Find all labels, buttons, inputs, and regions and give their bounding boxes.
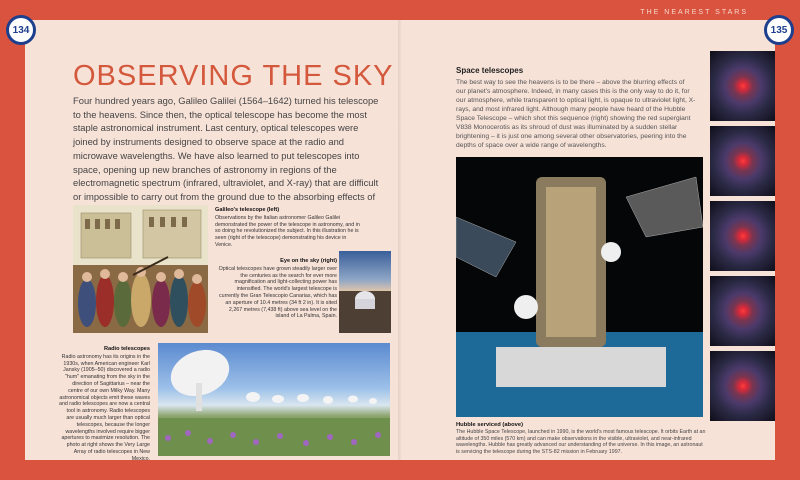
hubble-caption-heading: Hubble serviced (above) <box>456 422 524 428</box>
v838-monocerotis-image-2 <box>710 126 775 196</box>
observatory-photo <box>339 251 391 333</box>
v838-monocerotis-image-1 <box>710 51 775 121</box>
page-number-right: 135 <box>764 15 794 45</box>
hubble-servicing-photo <box>456 157 703 417</box>
observatory-dome-graphic <box>339 251 391 333</box>
hubble-caption-text: The Hubble Space Telescope, launched in 1990, is the world's most famous telescope. It orbits Earth at an altitude of 350 miles (570 km) and can make observations in the visible, ultraviolet, and near-infrared wavelengths. Hubble has greatly advanced our understanding of the universe. In this image, an astronaut is servicing the telescope during the STS-82 mission in February 1997. <box>456 429 706 455</box>
right-page <box>400 20 775 460</box>
caption-radio <box>58 346 150 460</box>
book-gutter <box>398 20 402 460</box>
v838-monocerotis-image-4 <box>710 276 775 346</box>
caption-eye <box>215 258 337 320</box>
galileo-illustration <box>73 205 208 333</box>
caption-galileo-head: Galileo's telescope (left) <box>215 207 280 213</box>
space-telescopes-text: The best way to see the heavens is to be there – above the blurring effects of our planet's atmosphere. Indeed, in many cases this is the only way to do it, for our atmosphere, while transparent to optical light, is opaque to ultraviolet light, X-rays, and most infrared light. Although many people have heard of the Hubble Space Telescope – which shot this sequence (right) showing the red supergiant V838 Monocerotis as its shroud of dust was illuminated by a sudden stellar brightening – it is just one among several other observatories, peering into the depths of space over a wide range of wavelengths. <box>456 79 696 149</box>
caption-radio-head: Radio telescopes <box>103 346 150 352</box>
caption-galileo <box>215 207 365 249</box>
caption-galileo-text: Observations by the Italian astronomer Galileo Galilei demonstrated the power of the telescope in astronomy, and in so doing he revolutionized the subject. In this illustration he is seen (right of the telescope) demonstrating his device in Venice. <box>215 214 360 248</box>
space-telescopes-heading: Space telescopes <box>456 66 524 75</box>
caption-eye-head: Eye on the sky (right) <box>280 258 337 264</box>
running-head: THE NEAREST STARS <box>640 9 748 16</box>
galileo-scene-graphic <box>73 205 208 333</box>
caption-radio-text: Radio astronomy has its origins in the 1930s, when American engineer Karl Jansky (1905–50) discovered a radio "hum" emanating from the sky in the direction of Sagittarius – near the centre of our own Milky Way. Many astronomical objects emit these waves and radio telescopes are now a central tool in astronomy. Radio telescopes are usually much larger than optical telescopes, because the longer wavelengths involved require bigger apertures to maximize resolution. The photo at right shows the Very Large Array of radio telescopes in New Mexico. <box>59 353 150 460</box>
hubble-graphic <box>456 157 703 417</box>
book-spread <box>25 20 775 460</box>
page-number-left: 134 <box>6 15 36 45</box>
v838-monocerotis-image-5 <box>710 351 775 421</box>
v838-monocerotis-image-3 <box>710 201 775 271</box>
radio-dishes-graphic <box>158 343 390 456</box>
intro-paragraph: Four hundred years ago, Galileo Galilei (1564–1642) turned his telescope to the heavens. Since then, the optical telescope has become the most staple astronomical instrument. Last century, optical telescopes were joined by instruments designed to observe space at the radio and microwave wavelengths. We have also learned to put telescopes into space, opening up new branches of astronomy in regions of the electromagnetic spectrum (infrared, ultraviolet, and X-ray) that are difficult or impossible to carry out from the ground due to the absorbing effects of <box>73 95 379 202</box>
radio-telescope-array-photo <box>158 343 390 456</box>
page-title: OBSERVING THE SKY <box>73 60 394 92</box>
caption-eye-text: Optical telescopes have grown steadily larger over the centuries as the search for ever more magnification and light-collecting power has intensified. The world's largest telescope is currently the Gran Telescopio Canarias, which has an aperture of 10.4 metres (34 ft 2 in). It is sited 2,267 metres (7,438 ft) above sea level on the island of La Palma, Spain. <box>218 265 337 320</box>
left-page <box>25 20 400 460</box>
